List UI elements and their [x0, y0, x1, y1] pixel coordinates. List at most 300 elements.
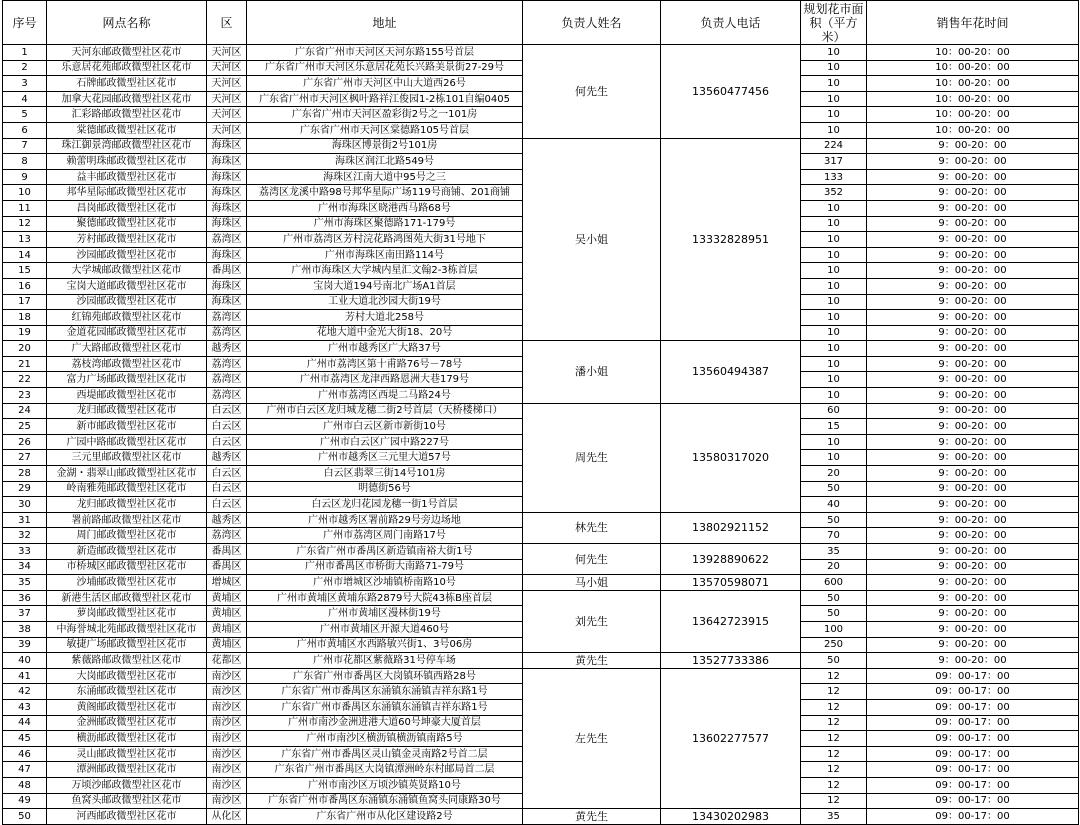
cell-hours: 9：00-20：00 [867, 294, 1079, 310]
cell-no: 3 [3, 76, 47, 92]
cell-address: 花地大道中金光大街18、20号 [247, 325, 523, 341]
cell-district: 越秀区 [207, 512, 247, 528]
cell-name: 芳村邮政微型社区花市 [47, 232, 207, 248]
cell-name: 潭洲邮政微型社区花市 [47, 762, 207, 778]
cell-person: 左先生 [523, 668, 661, 808]
cell-no: 44 [3, 715, 47, 731]
cell-no: 18 [3, 310, 47, 326]
cell-district: 天河区 [207, 60, 247, 76]
cell-name: 龙归邮政微型社区花市 [47, 403, 207, 419]
cell-hours: 10：00-20：00 [867, 122, 1079, 138]
cell-address: 广州市越秀区署前路29号旁边场地 [247, 512, 523, 528]
cell-name: 金湖・翡翠山邮政微型社区花市 [47, 466, 207, 482]
cell-no: 35 [3, 575, 47, 591]
cell-district: 荔湾区 [207, 356, 247, 372]
cell-address: 海珠区江南大道中95号之三 [247, 169, 523, 185]
cell-district: 天河区 [207, 122, 247, 138]
cell-address: 广州市荔湾区西堤二马路24号 [247, 388, 523, 404]
cell-name: 珠江御景湾邮政微型社区花市 [47, 138, 207, 154]
cell-no: 41 [3, 668, 47, 684]
cell-hours: 10：00-20：00 [867, 45, 1079, 61]
cell-area: 10 [801, 294, 867, 310]
cell-hours: 9：00-20：00 [867, 575, 1079, 591]
table-row [3, 544, 1079, 560]
cell-area: 10 [801, 107, 867, 123]
cell-name: 龙归邮政微型社区花市 [47, 497, 207, 513]
cell-address: 广州市番禺区市桥街大南路71-79号 [247, 559, 523, 575]
cell-area: 12 [801, 699, 867, 715]
cell-person: 马小姐 [523, 575, 661, 591]
cell-name: 灵山邮政微型社区花市 [47, 746, 207, 762]
cell-address: 广东省广州市从化区建设路2号 [247, 809, 523, 825]
cell-name: 市桥城区邮政微型社区花市 [47, 559, 207, 575]
cell-name: 周门邮政微型社区花市 [47, 528, 207, 544]
cell-district: 天河区 [207, 76, 247, 92]
header-no: 序号 [3, 1, 47, 45]
cell-no: 43 [3, 699, 47, 715]
cell-hours: 09：00-17：00 [867, 777, 1079, 793]
cell-hours: 09：00-17：00 [867, 793, 1079, 809]
table-header-row [3, 1, 1079, 45]
cell-phone: 13430202983 [661, 809, 801, 825]
cell-hours: 9：00-20：00 [867, 481, 1079, 497]
cell-address: 广东省广州市天河区中山大道西26号 [247, 76, 523, 92]
cell-area: 20 [801, 466, 867, 482]
cell-name: 邦华星际邮政微型社区花市 [47, 185, 207, 201]
cell-district: 番禺区 [207, 544, 247, 560]
cell-address: 明德街56号 [247, 481, 523, 497]
cell-name: 新造邮政微型社区花市 [47, 544, 207, 560]
cell-district: 南沙区 [207, 731, 247, 747]
cell-hours: 9：00-20：00 [867, 200, 1079, 216]
cell-area: 12 [801, 668, 867, 684]
cell-district: 番禺区 [207, 263, 247, 279]
cell-district: 从化区 [207, 809, 247, 825]
cell-area: 12 [801, 715, 867, 731]
cell-hours: 9：00-20：00 [867, 185, 1079, 201]
cell-district: 越秀区 [207, 450, 247, 466]
cell-district: 天河区 [207, 91, 247, 107]
cell-hours: 9：00-20：00 [867, 232, 1079, 248]
cell-address: 广东省广州市天河区天河东路155号首层 [247, 45, 523, 61]
cell-no: 31 [3, 512, 47, 528]
header-area: 规划花市面积（平方米） [801, 1, 867, 45]
cell-name: 黄阁邮政微型社区花市 [47, 699, 207, 715]
cell-hours: 9：00-20：00 [867, 544, 1079, 560]
table-row [3, 809, 1079, 825]
cell-person: 潘小姐 [523, 341, 661, 403]
table-row [3, 653, 1079, 669]
cell-phone: 13560494387 [661, 341, 801, 403]
cell-person: 周先生 [523, 403, 661, 512]
cell-hours: 9：00-20：00 [867, 450, 1079, 466]
cell-area: 50 [801, 590, 867, 606]
cell-name: 天河东邮政微型社区花市 [47, 45, 207, 61]
cell-no: 40 [3, 653, 47, 669]
cell-no: 23 [3, 388, 47, 404]
cell-no: 17 [3, 294, 47, 310]
cell-district: 天河区 [207, 107, 247, 123]
cell-name: 加拿大花园邮政微型社区花市 [47, 91, 207, 107]
cell-name: 东涌邮政微型社区花市 [47, 684, 207, 700]
cell-area: 10 [801, 434, 867, 450]
cell-name: 鱼窝头邮政微型社区花市 [47, 793, 207, 809]
cell-area: 12 [801, 731, 867, 747]
cell-district: 南沙区 [207, 668, 247, 684]
cell-no: 21 [3, 356, 47, 372]
cell-no: 34 [3, 559, 47, 575]
cell-hours: 9：00-20：00 [867, 606, 1079, 622]
cell-district: 南沙区 [207, 777, 247, 793]
cell-name: 萝岗邮政微型社区花市 [47, 606, 207, 622]
cell-address: 广州市越秀区三元里大道57号 [247, 450, 523, 466]
cell-area: 12 [801, 777, 867, 793]
cell-person: 黄先生 [523, 809, 661, 825]
cell-area: 352 [801, 185, 867, 201]
cell-name: 荔枝湾邮政微型社区花市 [47, 356, 207, 372]
cell-district: 南沙区 [207, 699, 247, 715]
cell-no: 7 [3, 138, 47, 154]
cell-hours: 9：00-20：00 [867, 403, 1079, 419]
cell-address: 广州市越秀区广大路37号 [247, 341, 523, 357]
cell-name: 金道花园邮政微型社区花市 [47, 325, 207, 341]
cell-no: 13 [3, 232, 47, 248]
cell-no: 46 [3, 746, 47, 762]
cell-hours: 9：00-20：00 [867, 466, 1079, 482]
cell-no: 20 [3, 341, 47, 357]
cell-name: 沙园邮政微型社区花市 [47, 247, 207, 263]
cell-district: 南沙区 [207, 684, 247, 700]
cell-hours: 9：00-20：00 [867, 278, 1079, 294]
cell-name: 棠德邮政微型社区花市 [47, 122, 207, 138]
cell-area: 50 [801, 606, 867, 622]
cell-no: 12 [3, 216, 47, 232]
cell-area: 12 [801, 793, 867, 809]
cell-area: 10 [801, 325, 867, 341]
cell-no: 29 [3, 481, 47, 497]
cell-address: 广州市荔湾区芳村浣花路鸿图苑大街31号地下 [247, 232, 523, 248]
cell-no: 8 [3, 154, 47, 170]
cell-area: 10 [801, 76, 867, 92]
cell-name: 敏捷广场邮政微型社区花市 [47, 637, 207, 653]
cell-person: 刘先生 [523, 590, 661, 652]
cell-hours: 09：00-17：00 [867, 809, 1079, 825]
cell-address: 广东省广州市天河区棠德路105号首层 [247, 122, 523, 138]
cell-no: 25 [3, 419, 47, 435]
cell-address: 海珠区润江北路549号 [247, 154, 523, 170]
cell-address: 广东省广州市番禺区东涌镇东涌镇鱼窝头同康路30号 [247, 793, 523, 809]
cell-no: 42 [3, 684, 47, 700]
cell-area: 10 [801, 341, 867, 357]
cell-name: 西堤邮政微型社区花市 [47, 388, 207, 404]
cell-district: 番禺区 [207, 559, 247, 575]
cell-no: 49 [3, 793, 47, 809]
header-hours: 销售年花时间 [867, 1, 1079, 45]
cell-no: 36 [3, 590, 47, 606]
cell-no: 11 [3, 200, 47, 216]
cell-area: 10 [801, 310, 867, 326]
cell-no: 22 [3, 372, 47, 388]
cell-area: 12 [801, 684, 867, 700]
cell-district: 天河区 [207, 45, 247, 61]
cell-name: 广大路邮政微型社区花市 [47, 341, 207, 357]
cell-area: 250 [801, 637, 867, 653]
cell-district: 白云区 [207, 403, 247, 419]
cell-no: 9 [3, 169, 47, 185]
cell-district: 黄埔区 [207, 590, 247, 606]
cell-hours: 9：00-20：00 [867, 388, 1079, 404]
cell-address: 广东省广州市番禺区东涌镇东涌镇吉祥东路1号 [247, 684, 523, 700]
cell-district: 海珠区 [207, 278, 247, 294]
cell-area: 40 [801, 497, 867, 513]
cell-name: 万顷沙邮政微型社区花市 [47, 777, 207, 793]
cell-name: 红锦苑邮政微型社区花市 [47, 310, 207, 326]
cell-no: 14 [3, 247, 47, 263]
cell-name: 横沥邮政微型社区花市 [47, 731, 207, 747]
cell-district: 南沙区 [207, 762, 247, 778]
cell-area: 15 [801, 419, 867, 435]
cell-area: 10 [801, 216, 867, 232]
cell-address: 广州市花都区紫薇路31号停车场 [247, 653, 523, 669]
cell-name: 紫薇路邮政微型社区花市 [47, 653, 207, 669]
table-row [3, 341, 1079, 357]
header-name: 网点名称 [47, 1, 207, 45]
cell-address: 广州市海珠区大学城内星汇文翰2-3栋首层 [247, 263, 523, 279]
cell-hours: 9：00-20：00 [867, 590, 1079, 606]
cell-phone: 13928890622 [661, 544, 801, 575]
cell-district: 南沙区 [207, 793, 247, 809]
cell-address: 广东省广州市天河区乐意居花苑长兴路美景街27-29号 [247, 60, 523, 76]
cell-name: 宝岗大道邮政微型社区花市 [47, 278, 207, 294]
cell-address: 宝岗大道194号南北广场A1首层 [247, 278, 523, 294]
cell-name: 沙园邮政微型社区花市 [47, 294, 207, 310]
table-row [3, 138, 1079, 154]
cell-hours: 09：00-17：00 [867, 746, 1079, 762]
cell-name: 沙埔邮政微型社区花市 [47, 575, 207, 591]
cell-area: 10 [801, 450, 867, 466]
cell-no: 32 [3, 528, 47, 544]
cell-address: 广东省广州市番禺区灵山镇金灵南路2号首二层 [247, 746, 523, 762]
cell-hours: 09：00-17：00 [867, 668, 1079, 684]
cell-district: 南沙区 [207, 715, 247, 731]
cell-phone: 13570598071 [661, 575, 801, 591]
cell-name: 昌岗邮政微型社区花市 [47, 200, 207, 216]
cell-no: 37 [3, 606, 47, 622]
cell-no: 50 [3, 809, 47, 825]
cell-name: 金洲邮政微型社区花市 [47, 715, 207, 731]
cell-name: 新港生活区邮政微型社区花市 [47, 590, 207, 606]
cell-address: 荔湾区龙溪中路98号邦华星际广场119号商铺、201商铺 [247, 185, 523, 201]
cell-district: 白云区 [207, 481, 247, 497]
cell-hours: 10：00-20：00 [867, 60, 1079, 76]
cell-hours: 9：00-20：00 [867, 310, 1079, 326]
cell-phone: 13602277577 [661, 668, 801, 808]
cell-hours: 9：00-20：00 [867, 434, 1079, 450]
cell-name: 益丰邮政微型社区花市 [47, 169, 207, 185]
cell-phone: 13332828951 [661, 138, 801, 341]
header-person: 负责人姓名 [523, 1, 661, 45]
cell-hours: 9：00-20：00 [867, 621, 1079, 637]
cell-person: 林先生 [523, 512, 661, 543]
cell-address: 广州市白云区新市新街10号 [247, 419, 523, 435]
cell-address: 广州市黄埔区漫林街19号 [247, 606, 523, 622]
cell-hours: 09：00-17：00 [867, 684, 1079, 700]
cell-area: 10 [801, 200, 867, 216]
cell-area: 10 [801, 278, 867, 294]
cell-district: 荔湾区 [207, 310, 247, 326]
cell-area: 10 [801, 60, 867, 76]
cell-address: 广东省广州市番禺区新造镇南裕大街1号 [247, 544, 523, 560]
cell-hours: 9：00-20：00 [867, 528, 1079, 544]
cell-hours: 9：00-20：00 [867, 637, 1079, 653]
cell-no: 6 [3, 122, 47, 138]
cell-area: 600 [801, 575, 867, 591]
header-phone: 负责人电话 [661, 1, 801, 45]
cell-name: 汇彩路邮政微型社区花市 [47, 107, 207, 123]
cell-phone: 13802921152 [661, 512, 801, 543]
cell-hours: 09：00-17：00 [867, 731, 1079, 747]
cell-district: 增城区 [207, 575, 247, 591]
cell-no: 39 [3, 637, 47, 653]
cell-area: 35 [801, 544, 867, 560]
cell-address: 芳村大道北258号 [247, 310, 523, 326]
cell-hours: 09：00-17：00 [867, 715, 1079, 731]
cell-area: 10 [801, 232, 867, 248]
table-row [3, 45, 1079, 61]
cell-no: 24 [3, 403, 47, 419]
cell-address: 广东省广州市番禺区大岗镇环镇西路28号 [247, 668, 523, 684]
cell-no: 2 [3, 60, 47, 76]
cell-name: 石牌邮政微型社区花市 [47, 76, 207, 92]
cell-area: 12 [801, 746, 867, 762]
cell-address: 广州市荔湾区周门南路17号 [247, 528, 523, 544]
cell-area: 12 [801, 762, 867, 778]
cell-area: 50 [801, 653, 867, 669]
cell-no: 30 [3, 497, 47, 513]
cell-no: 10 [3, 185, 47, 201]
cell-hours: 10：00-20：00 [867, 91, 1079, 107]
cell-area: 10 [801, 247, 867, 263]
cell-name: 乐意居花苑邮政微型社区花市 [47, 60, 207, 76]
cell-address: 广州市南沙区万顷沙镇英贤路10号 [247, 777, 523, 793]
table-row [3, 575, 1079, 591]
cell-hours: 9：00-20：00 [867, 497, 1079, 513]
cell-name: 署前路邮政微型社区花市 [47, 512, 207, 528]
header-district: 区 [207, 1, 247, 45]
cell-address: 广州市白云区龙归城龙穗二街2号首层（天桥楼梯口） [247, 403, 523, 419]
cell-area: 50 [801, 481, 867, 497]
cell-hours: 9：00-20：00 [867, 512, 1079, 528]
cell-no: 4 [3, 91, 47, 107]
cell-address: 广州市荔湾区第十甫路76号－78号 [247, 356, 523, 372]
cell-hours: 9：00-20：00 [867, 154, 1079, 170]
cell-name: 河西邮政微型社区花市 [47, 809, 207, 825]
cell-address: 广州市南沙区横沥镇横沥镇南路5号 [247, 731, 523, 747]
cell-area: 133 [801, 169, 867, 185]
cell-district: 海珠区 [207, 185, 247, 201]
cell-hours: 9：00-20：00 [867, 559, 1079, 575]
cell-district: 海珠区 [207, 154, 247, 170]
cell-district: 海珠区 [207, 216, 247, 232]
cell-address: 广州市黄埔区水西路敏兴街1、3号06房 [247, 637, 523, 653]
cell-name: 广园中路邮政微型社区花市 [47, 434, 207, 450]
table-row [3, 403, 1079, 419]
cell-name: 三元里邮政微型社区花市 [47, 450, 207, 466]
cell-no: 28 [3, 466, 47, 482]
cell-address: 广州市增城区沙埔镇桥南路10号 [247, 575, 523, 591]
cell-hours: 9：00-20：00 [867, 419, 1079, 435]
cell-district: 荔湾区 [207, 528, 247, 544]
cell-name: 新市邮政微型社区花市 [47, 419, 207, 435]
cell-address: 白云区龙归花园龙穗一街1号首层 [247, 497, 523, 513]
cell-address: 广州市海珠区南田路114号 [247, 247, 523, 263]
cell-area: 10 [801, 91, 867, 107]
cell-address: 广州市海珠区晓港西马路68号 [247, 200, 523, 216]
cell-no: 38 [3, 621, 47, 637]
cell-name: 岭南雅苑邮政微型社区花市 [47, 481, 207, 497]
cell-address: 海珠区博景街2号101房 [247, 138, 523, 154]
cell-district: 黄埔区 [207, 606, 247, 622]
table-row [3, 512, 1079, 528]
cell-address: 广州市南沙金洲进港大道60号坤豪大厦首层 [247, 715, 523, 731]
cell-name: 赖蕾明珠邮政微型社区花市 [47, 154, 207, 170]
cell-hours: 9：00-20：00 [867, 216, 1079, 232]
cell-person: 吴小姐 [523, 138, 661, 341]
cell-hours: 10：00-20：00 [867, 107, 1079, 123]
cell-address: 广东省广州市番禺区大岗镇潭洲岭东村邮局首二层 [247, 762, 523, 778]
cell-address: 广州市黄埔区开源大道460号 [247, 621, 523, 637]
cell-area: 10 [801, 122, 867, 138]
table-row [3, 668, 1079, 684]
cell-area: 224 [801, 138, 867, 154]
cell-no: 15 [3, 263, 47, 279]
cell-hours: 10：00-20：00 [867, 76, 1079, 92]
cell-area: 317 [801, 154, 867, 170]
cell-name: 大岗邮政微型社区花市 [47, 668, 207, 684]
cell-phone: 13580317020 [661, 403, 801, 512]
cell-no: 1 [3, 45, 47, 61]
cell-area: 100 [801, 621, 867, 637]
cell-hours: 9：00-20：00 [867, 372, 1079, 388]
cell-address: 工业大道北沙园大街19号 [247, 294, 523, 310]
cell-address: 广州市海珠区聚德路171-179号 [247, 216, 523, 232]
cell-address: 广州市荔湾区龙津西路恩洲大巷179号 [247, 372, 523, 388]
cell-district: 白云区 [207, 434, 247, 450]
cell-area: 10 [801, 45, 867, 61]
cell-name: 大学城邮政微型社区花市 [47, 263, 207, 279]
cell-district: 海珠区 [207, 169, 247, 185]
cell-person: 黄先生 [523, 653, 661, 669]
cell-no: 16 [3, 278, 47, 294]
cell-hours: 9：00-20：00 [867, 138, 1079, 154]
cell-area: 60 [801, 403, 867, 419]
cell-hours: 9：00-20：00 [867, 341, 1079, 357]
cell-area: 50 [801, 512, 867, 528]
cell-area: 35 [801, 809, 867, 825]
cell-district: 南沙区 [207, 746, 247, 762]
cell-district: 花都区 [207, 653, 247, 669]
cell-area: 70 [801, 528, 867, 544]
cell-district: 白云区 [207, 419, 247, 435]
cell-no: 45 [3, 731, 47, 747]
cell-name: 富力广场邮政微型社区花市 [47, 372, 207, 388]
cell-area: 10 [801, 263, 867, 279]
cell-no: 47 [3, 762, 47, 778]
cell-address: 广东省广州市番禺区东涌镇东涌镇吉祥东路1号 [247, 699, 523, 715]
cell-address: 广东省广州市天河区枫叶路祥江俊园1-2栋101自编0405 [247, 91, 523, 107]
cell-district: 白云区 [207, 466, 247, 482]
cell-hours: 9：00-20：00 [867, 263, 1079, 279]
